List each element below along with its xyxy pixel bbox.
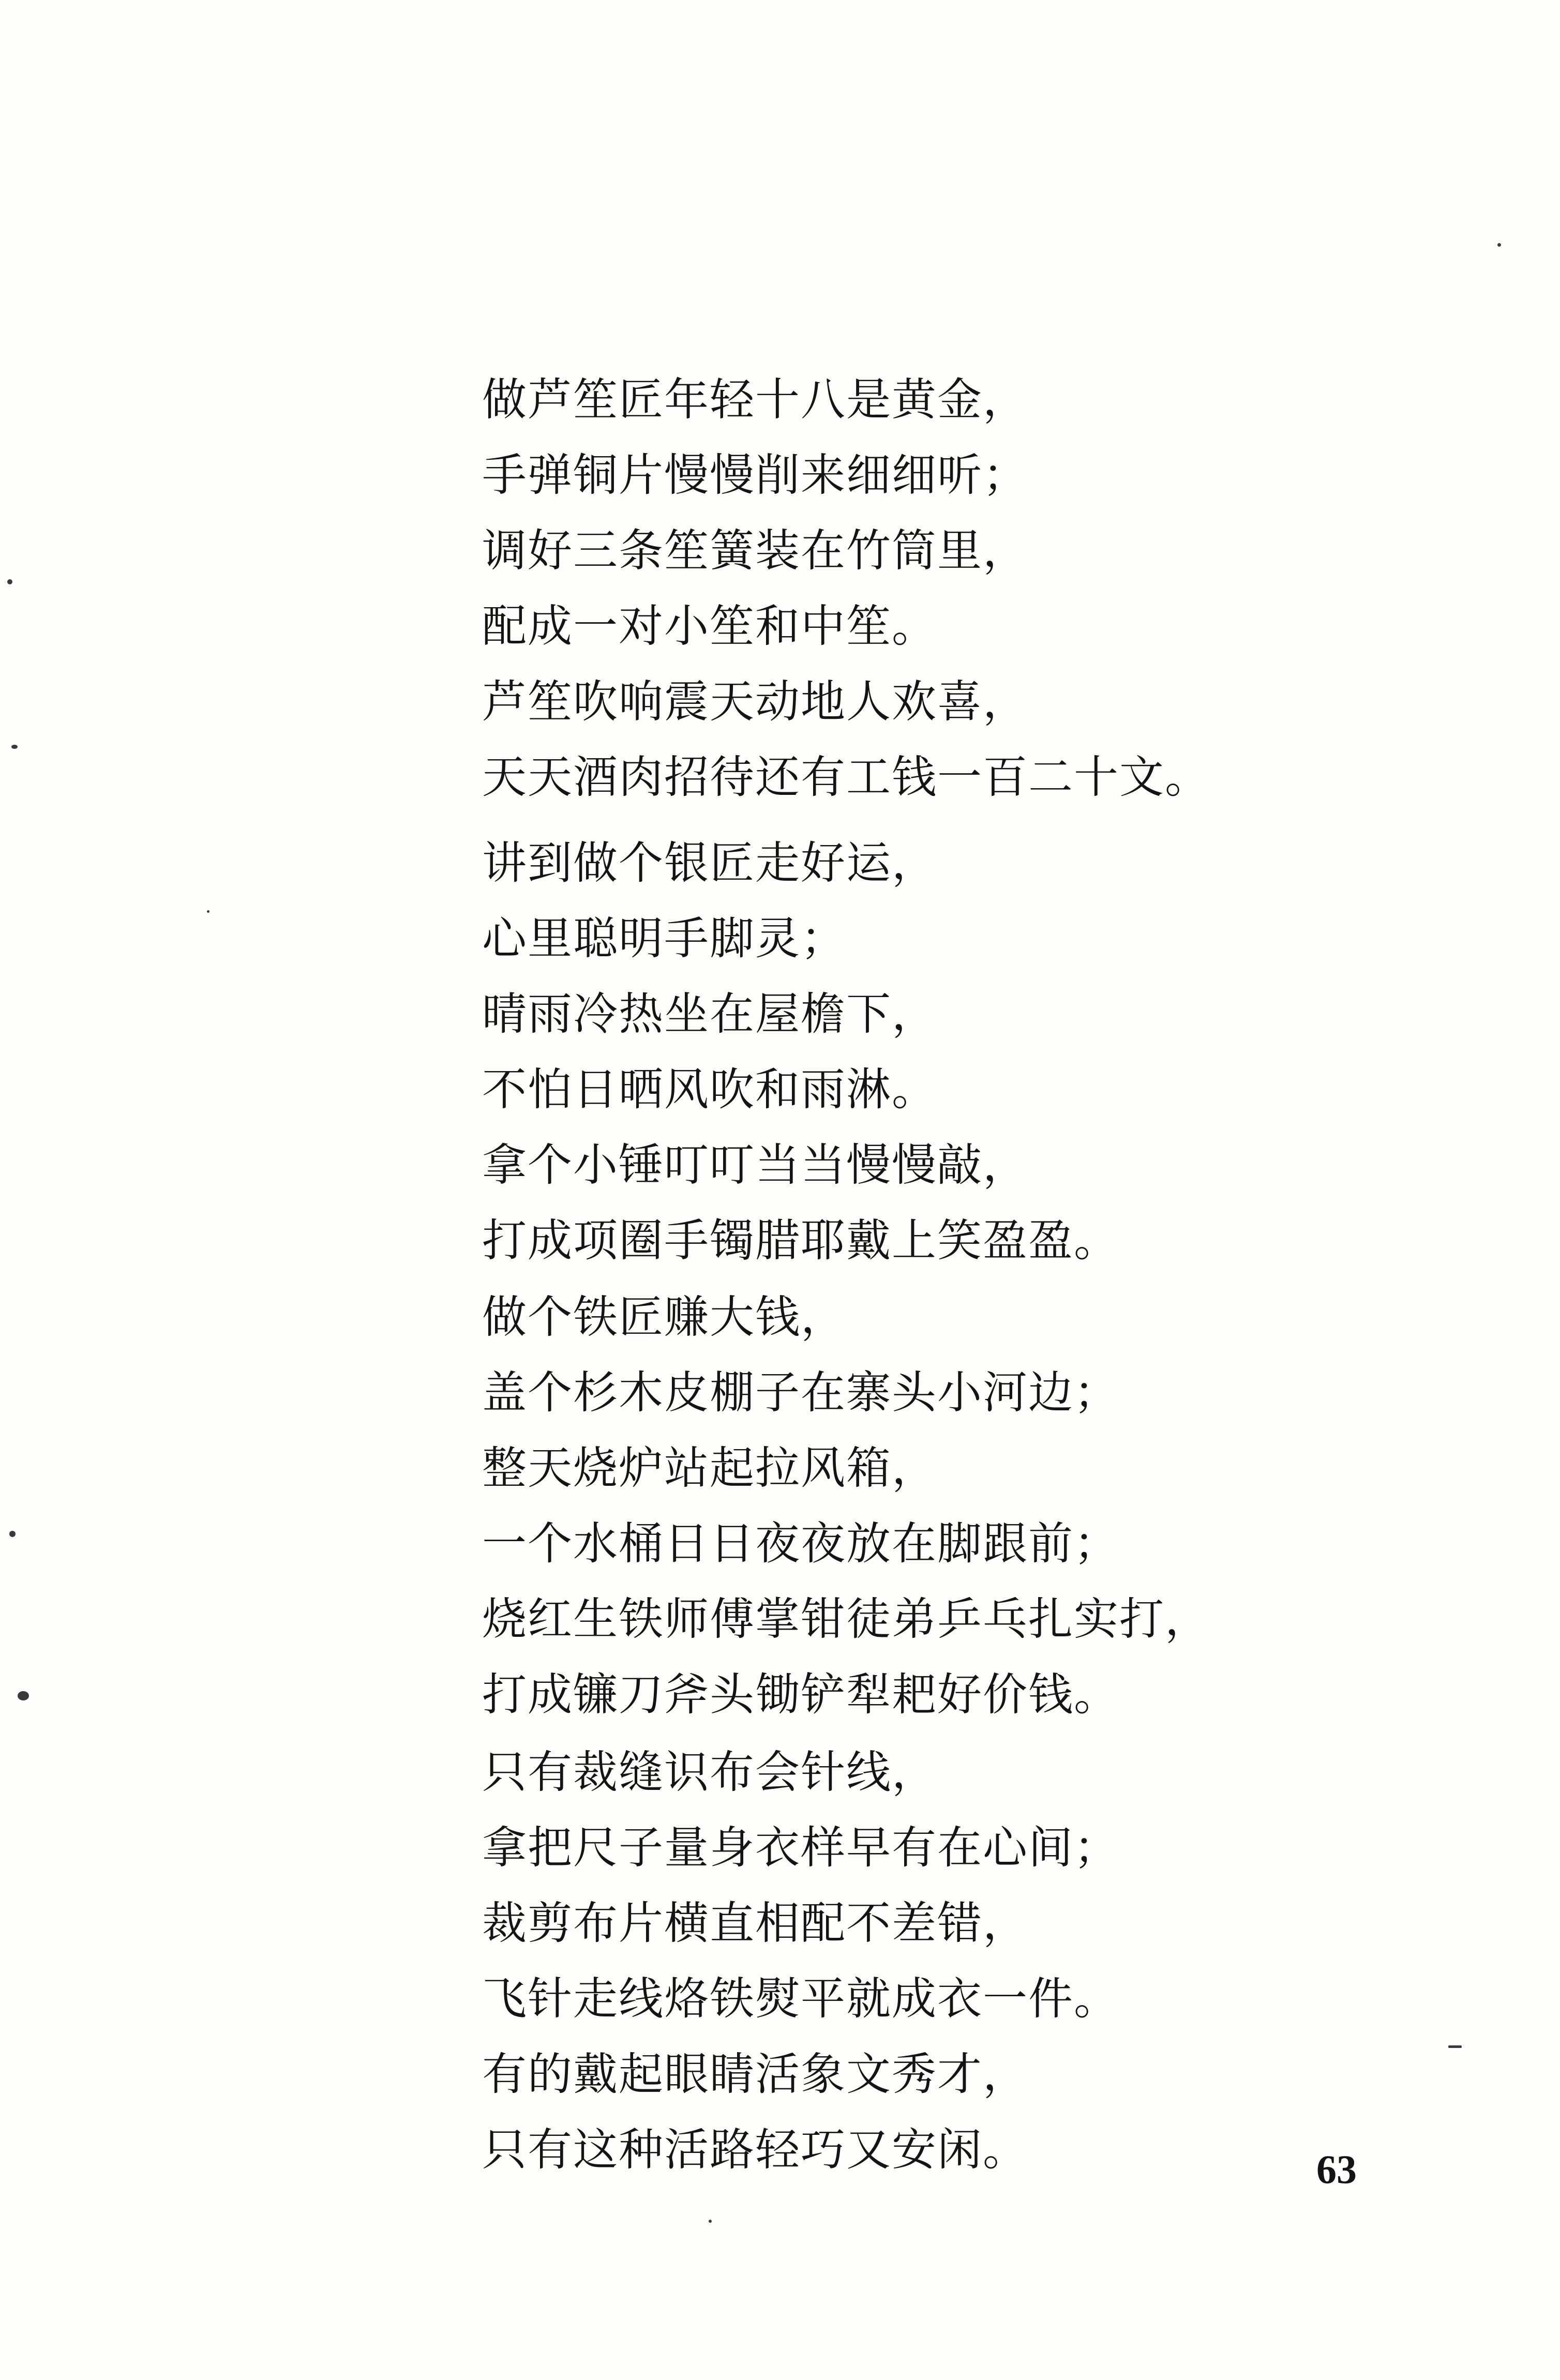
- scan-speck: [7, 579, 12, 584]
- poem-line: 有的戴起眼睛活象文秀才，: [482, 2048, 1028, 2100]
- poem-line: 做芦笙匠年轻十八是黄金，: [482, 374, 1028, 426]
- poem-line: 晴雨冷热坐在屋檐下，: [482, 988, 937, 1040]
- poem-line: 盖个杉木皮棚子在寨头小河边；: [482, 1367, 1119, 1419]
- poem-stanza-1: [482, 362, 1465, 815]
- poem-line: 打成项圈手镯腊耶戴上笑盈盈。: [482, 1215, 1119, 1267]
- poem-line: 手弹铜片慢慢削来细细听；: [482, 449, 1028, 501]
- poem-line: 芦笙吹响震天动地人欢喜，: [482, 676, 1028, 728]
- poem-line: 整天烧炉站起拉风箱，: [482, 1442, 937, 1494]
- poem-line: 不怕日晒风吹和雨淋。: [482, 1064, 937, 1116]
- poem-line: 调好三条笙簧装在竹筒里，: [482, 525, 1028, 577]
- poem-line: 天天酒肉招待还有工钱一百二十文。: [482, 751, 1210, 803]
- scan-speck: [11, 745, 18, 749]
- scan-speck: [9, 1531, 16, 1537]
- page-number: 63: [1316, 2147, 1357, 2192]
- poem-line: 飞针走线烙铁熨平就成衣一件。: [482, 1973, 1119, 2025]
- scan-speck: [709, 2220, 712, 2223]
- poem-line: 烧红生铁师傅掌钳徒弟乒乓扎实打，: [482, 1593, 1210, 1645]
- poem-line: 只有这种活路轻巧又安闲。: [482, 2124, 1028, 2176]
- poem-line: 打成镰刀斧头锄铲犁耙好价钱。: [482, 1669, 1119, 1721]
- poem-line: 拿个小锤叮叮当当慢慢敲，: [482, 1139, 1028, 1191]
- poem-line: 一个水桶日日夜夜放在脚跟前；: [482, 1518, 1119, 1570]
- poem-line: 只有裁缝识布会针线，: [482, 1746, 937, 1798]
- poem-stanza-4: [482, 1735, 1465, 2188]
- poem-stanza-2: [482, 825, 1465, 1278]
- scan-speck: [207, 910, 209, 913]
- poem-line: 裁剪布片横直相配不差错，: [482, 1897, 1028, 1949]
- poem-stanza-3: [482, 1279, 1465, 1733]
- poem-line: 拿把尺子量身衣样早有在心间；: [482, 1822, 1119, 1874]
- scan-speck: [1497, 243, 1501, 247]
- scan-speck: [18, 1691, 29, 1700]
- poem-line: 讲到做个银匠走好运，: [482, 837, 937, 889]
- scan-speck: [1448, 2045, 1462, 2048]
- poem-line: 心里聪明手脚灵；: [482, 913, 846, 965]
- poem-line: 做个铁匠赚大钱，: [482, 1291, 846, 1343]
- poem-line: 配成一对小笙和中笙。: [482, 600, 937, 652]
